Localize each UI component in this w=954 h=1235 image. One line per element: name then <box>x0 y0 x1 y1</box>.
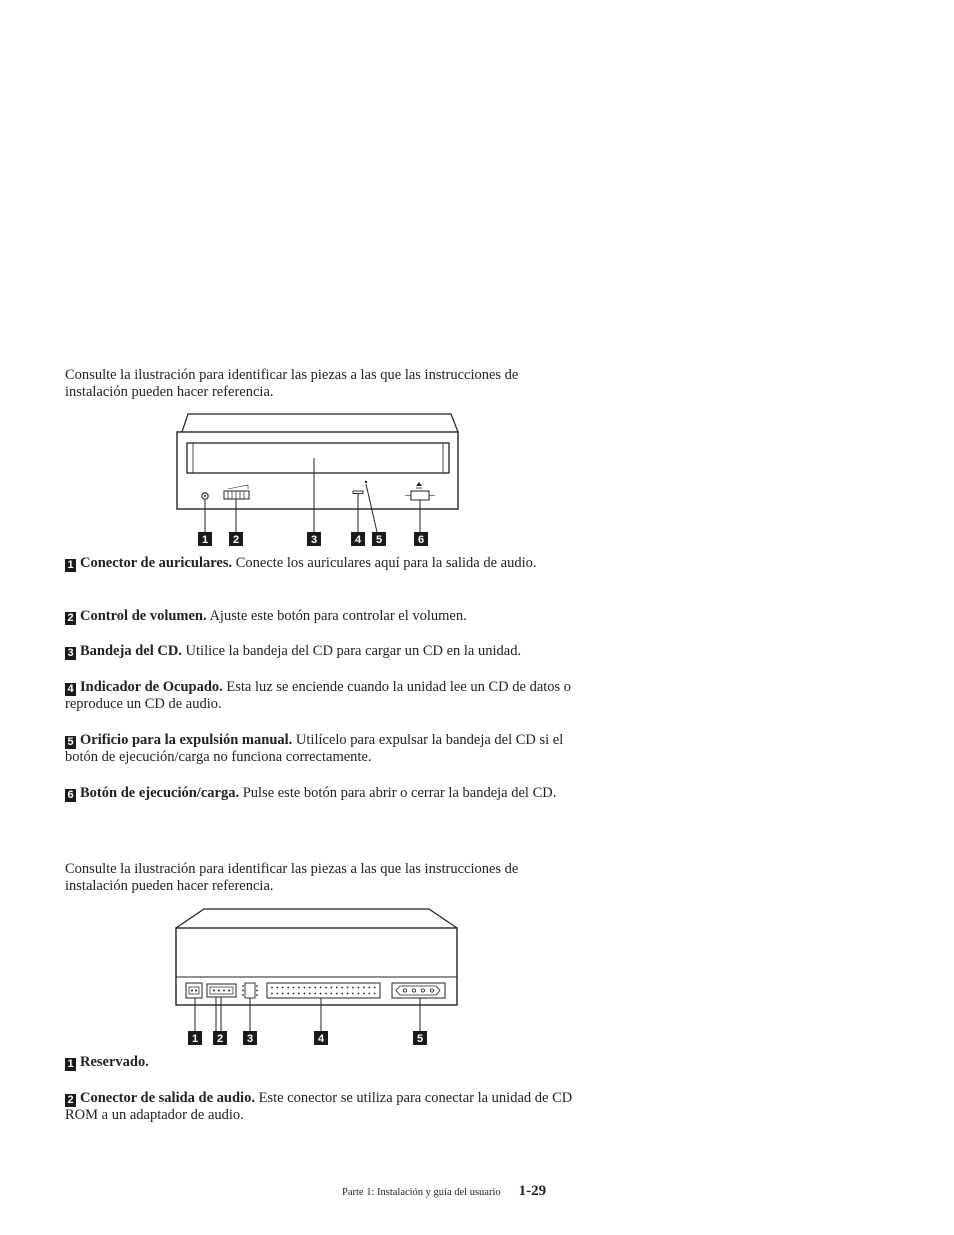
callout-5 <box>372 532 386 546</box>
ide-connector-icon <box>267 983 380 998</box>
callout-6 <box>414 532 428 546</box>
cdrom-front-view-figure <box>160 410 470 550</box>
busy-indicator-icon <box>353 491 363 494</box>
svg-text:2: 2 <box>232 534 240 546</box>
list-item: 6 Botón de ejecución/carga. Pulse este botón para abrir o cerrar la bandeja del CD. <box>65 785 575 802</box>
callout-3 <box>307 532 321 546</box>
svg-text:4: 4 <box>354 534 362 546</box>
svg-text:4: 4 <box>317 1033 325 1045</box>
cdrom-rear-view-figure <box>160 905 470 1050</box>
callout-4 <box>351 532 365 546</box>
list-item: 4 Indicador de Ocupado. Esta luz se enciende cuando la unidad lee un CD de datos o reproduce un CD de audio. <box>65 679 572 712</box>
callout-1 <box>188 1031 202 1045</box>
list-item: 2 Control de volumen. Ajuste este botón para controlar el volumen. <box>65 608 575 625</box>
list-item: 2 Conector de salida de audio. Este conector se utiliza para conectar la unidad de CD ROM a un adaptador de audio. <box>65 1090 573 1123</box>
power-connector-icon <box>392 983 445 998</box>
callout-4 <box>314 1031 328 1045</box>
svg-text:3: 3 <box>246 1033 254 1045</box>
svg-text:5: 5 <box>416 1033 424 1045</box>
callout-3 <box>243 1031 257 1045</box>
intro-paragraph-rear: Consulte la ilustración para identificar las piezas a las que las instrucciones de instalación pueden hacer referencia. <box>65 861 519 894</box>
callout-2 <box>213 1031 227 1045</box>
svg-text:2: 2 <box>216 1033 224 1045</box>
volume-wheel-icon <box>224 485 249 499</box>
list-item: 3 Bandeja del CD. Utilice la bandeja del CD para cargar un CD en la unidad. <box>65 643 575 660</box>
list-item: 1 Conector de auriculares. Conecte los auriculares aquí para la salida de audio. <box>65 555 575 572</box>
reserved-connector-icon <box>186 983 202 998</box>
list-item: 1 Reservado. <box>65 1054 575 1071</box>
intro-paragraph-front: Consulte la ilustración para identificar las piezas a las que las instrucciones de instalación pueden hacer referencia. <box>65 367 519 400</box>
page-footer <box>342 1183 582 1201</box>
footer-text: Parte 1: Instalación y guía del usuario <box>342 1187 501 1198</box>
list-item: 5 Orificio para la expulsión manual. Utilícelo para expulsar la bandeja del CD si el botón de ejecución/carga no funciona correctamente. <box>65 732 564 765</box>
svg-text:6: 6 <box>417 534 425 546</box>
callout-1 <box>198 532 212 546</box>
page-number: 1-29 <box>518 1183 547 1199</box>
jumper-block-icon <box>242 983 258 998</box>
svg-text:1: 1 <box>201 534 209 546</box>
svg-text:5: 5 <box>375 534 383 546</box>
eject-button-icon <box>405 482 435 500</box>
svg-text:1: 1 <box>191 1033 199 1045</box>
callout-5 <box>413 1031 427 1045</box>
svg-text:3: 3 <box>310 534 318 546</box>
audio-out-connector-icon <box>207 984 236 997</box>
eject-hole-icon <box>365 481 367 483</box>
callout-2 <box>229 532 243 546</box>
